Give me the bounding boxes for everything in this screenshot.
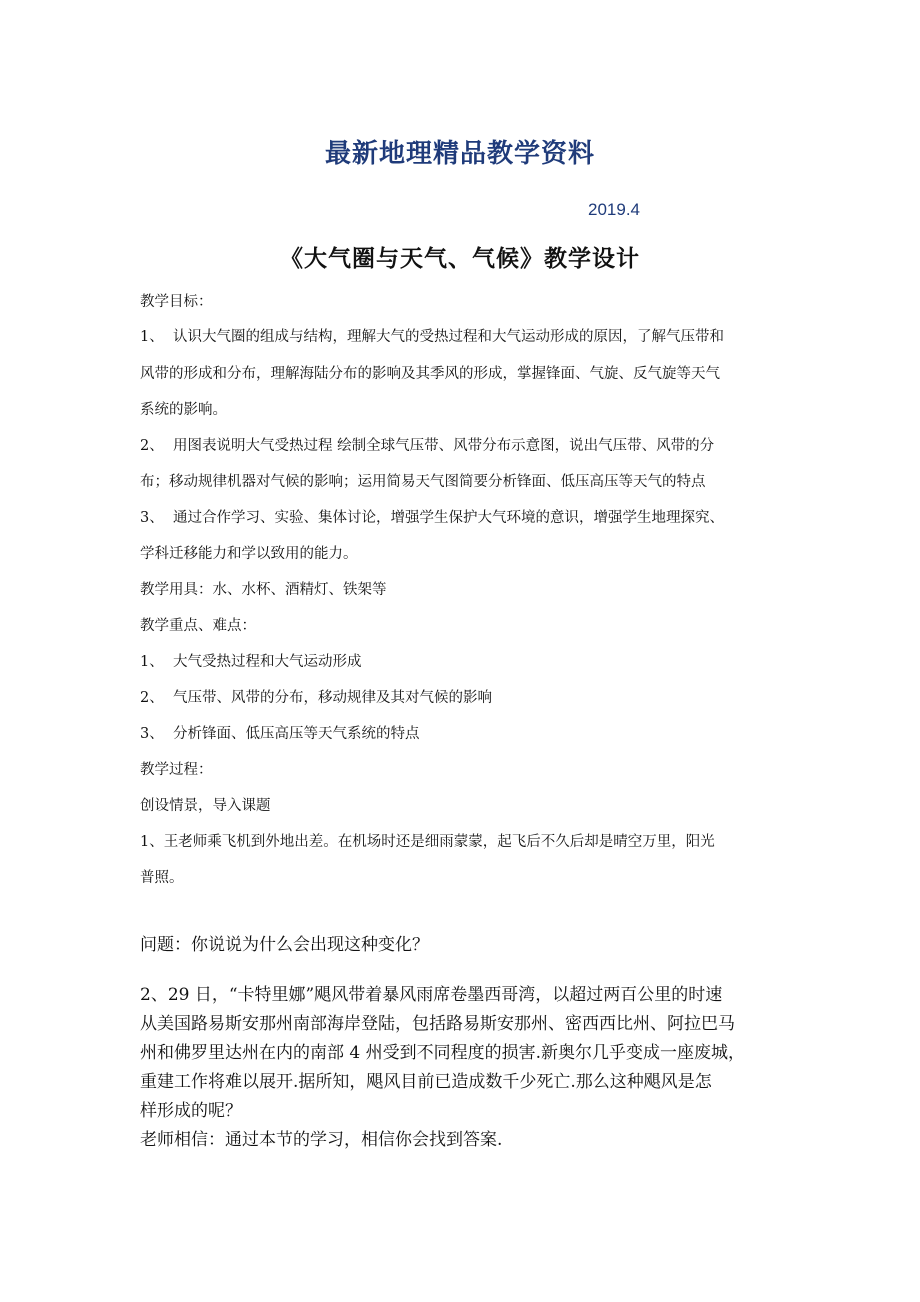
key-point-text: 分析锋面、低压高压等天气系统的特点	[173, 726, 420, 742]
key-point-item	[140, 686, 492, 707]
key-point-text: 大气受热过程和大气运动形成	[173, 654, 362, 670]
objective-line: 学科迁移能力和学以致用的能力。	[140, 546, 358, 562]
process-intro: 创设情景，导入课题	[140, 798, 271, 814]
story-line: 2、29 日，“卡特里娜”飓风带着暴风雨席卷墨西哥湾，以超过两百公里的时速	[140, 985, 723, 1005]
header-date: 2019.4	[588, 200, 640, 219]
header-title: 最新地理精品教学资料	[324, 139, 595, 169]
story-line: 从美国路易斯安那州南部海岸登陆，包括路易斯安那州、密西西比州、阿拉巴马	[140, 1014, 735, 1034]
objective-line: 风带的形成和分布，理解海陆分布的影响及其季风的形成，掌握锋面、气旋、反气旋等天气	[140, 366, 720, 382]
list-number: 1、	[140, 329, 164, 345]
key-point-item	[140, 650, 362, 671]
objective-text: 认识大气圈的组成与结构，理解大气的受热过程和大气运动形成的原因，了解气压带和	[173, 329, 724, 345]
objective-text: 通过合作学习、实验、集体讨论，增强学生保护大气环境的意识，增强学生地理探究、	[173, 510, 724, 526]
story-line: 样形成的呢？	[140, 1101, 242, 1121]
objectives-heading: 教学目标：	[140, 294, 213, 310]
list-number: 3、	[140, 510, 164, 526]
objective-line	[140, 325, 724, 346]
process-heading: 教学过程：	[140, 762, 213, 778]
question-text: 问题：你说说为什么会出现这种变化？	[140, 935, 429, 955]
teaching-tools: 教学用具：水、水杯、酒精灯、铁架等	[140, 582, 387, 598]
list-number: 2、	[140, 438, 164, 454]
story-line: 重建工作将难以展开.据所知，飓风目前已造成数千少死亡.那么这种飓风是怎	[140, 1072, 712, 1092]
objective-line	[140, 434, 714, 455]
closing-text: 老师相信：通过本节的学习，相信你会找到答案.	[140, 1130, 503, 1150]
story-line: 州和佛罗里达州在内的南部 4 州受到不同程度的损害.新奥尔几乎变成一座废城，	[140, 1043, 746, 1063]
objective-line	[140, 506, 724, 527]
objective-line: 系统的影响。	[140, 402, 227, 418]
key-point-item	[140, 722, 420, 743]
objective-line: 布；移动规律机器对气候的影响；运用简易天气图简要分析锋面、低压高压等天气的特点	[140, 474, 706, 490]
key-point-text: 气压带、风带的分布，移动规律及其对气候的影响	[173, 690, 492, 706]
story-line: 普照。	[140, 870, 184, 886]
list-number: 2、	[140, 690, 164, 706]
key-points-heading: 教学重点、难点：	[140, 618, 256, 634]
story-line: 1、王老师乘飞机到外地出差。在机场时还是细雨蒙蒙，起飞后不久后却是晴空万里，阳光	[140, 834, 715, 850]
list-number: 1、	[140, 654, 164, 670]
list-number: 3、	[140, 726, 164, 742]
document-title: 《大气圈与天气、气候》教学设计	[280, 245, 640, 272]
objective-text: 用图表说明大气受热过程 绘制全球气压带、风带分布示意图，说出气压带、风带的分	[173, 438, 715, 454]
